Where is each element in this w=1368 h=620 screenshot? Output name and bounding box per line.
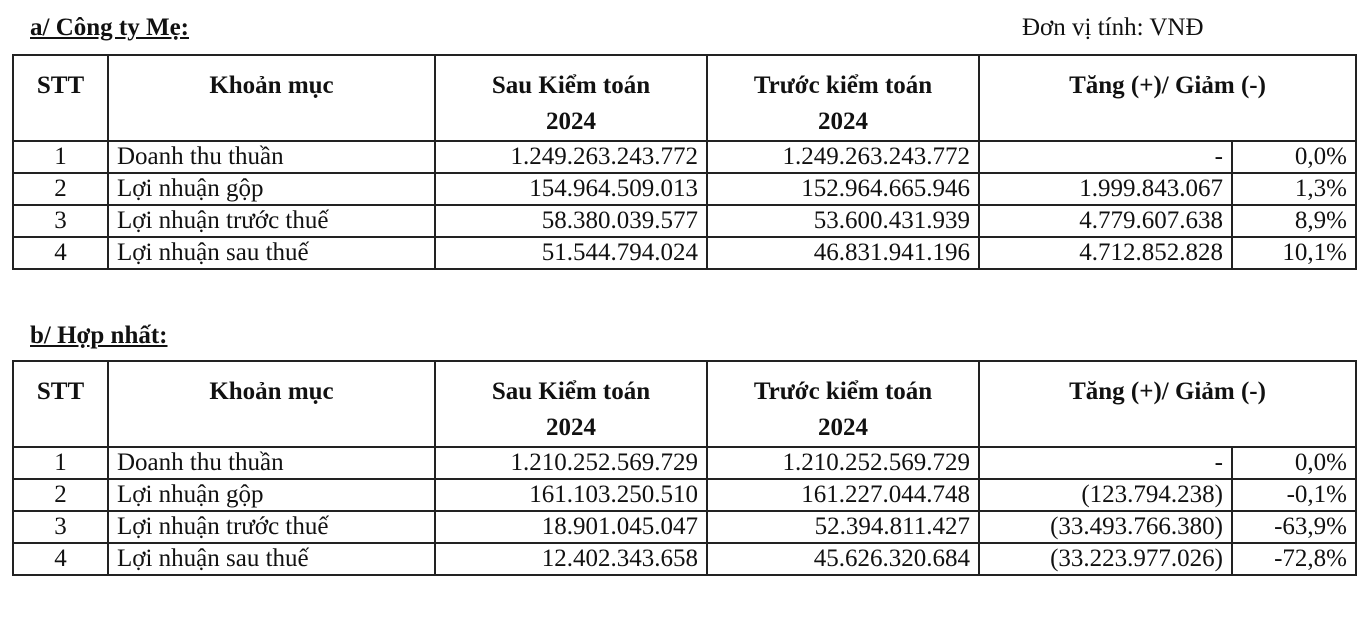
cell-diff: 4.779.607.638 <box>979 205 1232 237</box>
cell-diff: (33.223.977.026) <box>979 543 1232 575</box>
cell-after: 12.402.343.658 <box>435 543 707 575</box>
cell-stt: 3 <box>13 511 108 543</box>
cell-after: 154.964.509.013 <box>435 173 707 205</box>
cell-after: 1.210.252.569.729 <box>435 447 707 479</box>
cell-pct: -63,9% <box>1232 511 1356 543</box>
table-header-row <box>13 55 1356 141</box>
cell-diff: (33.493.766.380) <box>979 511 1232 543</box>
cell-diff: 4.712.852.828 <box>979 237 1232 269</box>
cell-item: Lợi nhuận sau thuế <box>108 543 435 575</box>
cell-stt: 2 <box>13 479 108 511</box>
cell-diff: 1.999.843.067 <box>979 173 1232 205</box>
header-after-audit-line1: Sau Kiểm toán <box>491 378 651 405</box>
cell-after: 51.544.794.024 <box>435 237 707 269</box>
header-change: Tăng (+)/ Giảm (-) <box>979 361 1356 447</box>
cell-before: 1.249.263.243.772 <box>707 141 979 173</box>
header-stt: STT <box>13 361 108 447</box>
cell-before: 152.964.665.946 <box>707 173 979 205</box>
cell-item: Lợi nhuận trước thuế <box>108 511 435 543</box>
cell-stt: 2 <box>13 173 108 205</box>
header-stt: STT <box>13 55 108 141</box>
consolidated-table <box>12 360 1357 576</box>
cell-before: 161.227.044.748 <box>707 479 979 511</box>
header-after-audit-line1: Sau Kiểm toán <box>491 72 651 99</box>
table-row <box>13 447 1356 479</box>
cell-item: Doanh thu thuần <box>108 141 435 173</box>
header-before-audit-line2: 2024 <box>818 108 868 135</box>
cell-pct: -72,8% <box>1232 543 1356 575</box>
table-row <box>13 511 1356 543</box>
header-before-audit <box>707 55 979 141</box>
cell-after: 18.901.045.047 <box>435 511 707 543</box>
cell-after: 58.380.039.577 <box>435 205 707 237</box>
cell-stt: 4 <box>13 543 108 575</box>
cell-stt: 3 <box>13 205 108 237</box>
header-before-audit <box>707 361 979 447</box>
cell-item: Lợi nhuận trước thuế <box>108 205 435 237</box>
cell-diff: (123.794.238) <box>979 479 1232 511</box>
cell-after: 1.249.263.243.772 <box>435 141 707 173</box>
table-row <box>13 173 1356 205</box>
cell-item: Lợi nhuận gộp <box>108 479 435 511</box>
header-change: Tăng (+)/ Giảm (-) <box>979 55 1356 141</box>
header-before-audit-line1: Trước kiểm toán <box>753 72 933 99</box>
consolidated-section-title: b/ Hợp nhất: <box>30 322 168 349</box>
cell-diff: - <box>979 141 1232 173</box>
cell-pct: 0,0% <box>1232 447 1356 479</box>
cell-before: 45.626.320.684 <box>707 543 979 575</box>
cell-diff: - <box>979 447 1232 479</box>
cell-item: Doanh thu thuần <box>108 447 435 479</box>
table-header-row <box>13 361 1356 447</box>
header-before-audit-line1: Trước kiểm toán <box>753 378 933 405</box>
header-after-audit-line2: 2024 <box>546 414 596 441</box>
header-before-audit-line2: 2024 <box>818 414 868 441</box>
parent-section-title: a/ Công ty Mẹ: <box>30 14 189 41</box>
cell-after: 161.103.250.510 <box>435 479 707 511</box>
parent-company-table <box>12 54 1357 270</box>
table-row <box>13 479 1356 511</box>
table-row <box>13 141 1356 173</box>
table-row <box>13 543 1356 575</box>
cell-before: 1.210.252.569.729 <box>707 447 979 479</box>
cell-pct: 10,1% <box>1232 237 1356 269</box>
cell-pct: 8,9% <box>1232 205 1356 237</box>
cell-pct: -0,1% <box>1232 479 1356 511</box>
header-item: Khoản mục <box>108 55 435 141</box>
cell-stt: 4 <box>13 237 108 269</box>
header-after-audit-line2: 2024 <box>546 108 596 135</box>
header-after-audit <box>435 55 707 141</box>
header-after-audit <box>435 361 707 447</box>
cell-item: Lợi nhuận gộp <box>108 173 435 205</box>
cell-pct: 0,0% <box>1232 141 1356 173</box>
table-row <box>13 205 1356 237</box>
cell-stt: 1 <box>13 447 108 479</box>
header-item: Khoản mục <box>108 361 435 447</box>
table-row <box>13 237 1356 269</box>
cell-before: 52.394.811.427 <box>707 511 979 543</box>
cell-before: 53.600.431.939 <box>707 205 979 237</box>
cell-pct: 1,3% <box>1232 173 1356 205</box>
unit-label: Đơn vị tính: VNĐ <box>1022 14 1204 41</box>
cell-before: 46.831.941.196 <box>707 237 979 269</box>
cell-stt: 1 <box>13 141 108 173</box>
cell-item: Lợi nhuận sau thuế <box>108 237 435 269</box>
